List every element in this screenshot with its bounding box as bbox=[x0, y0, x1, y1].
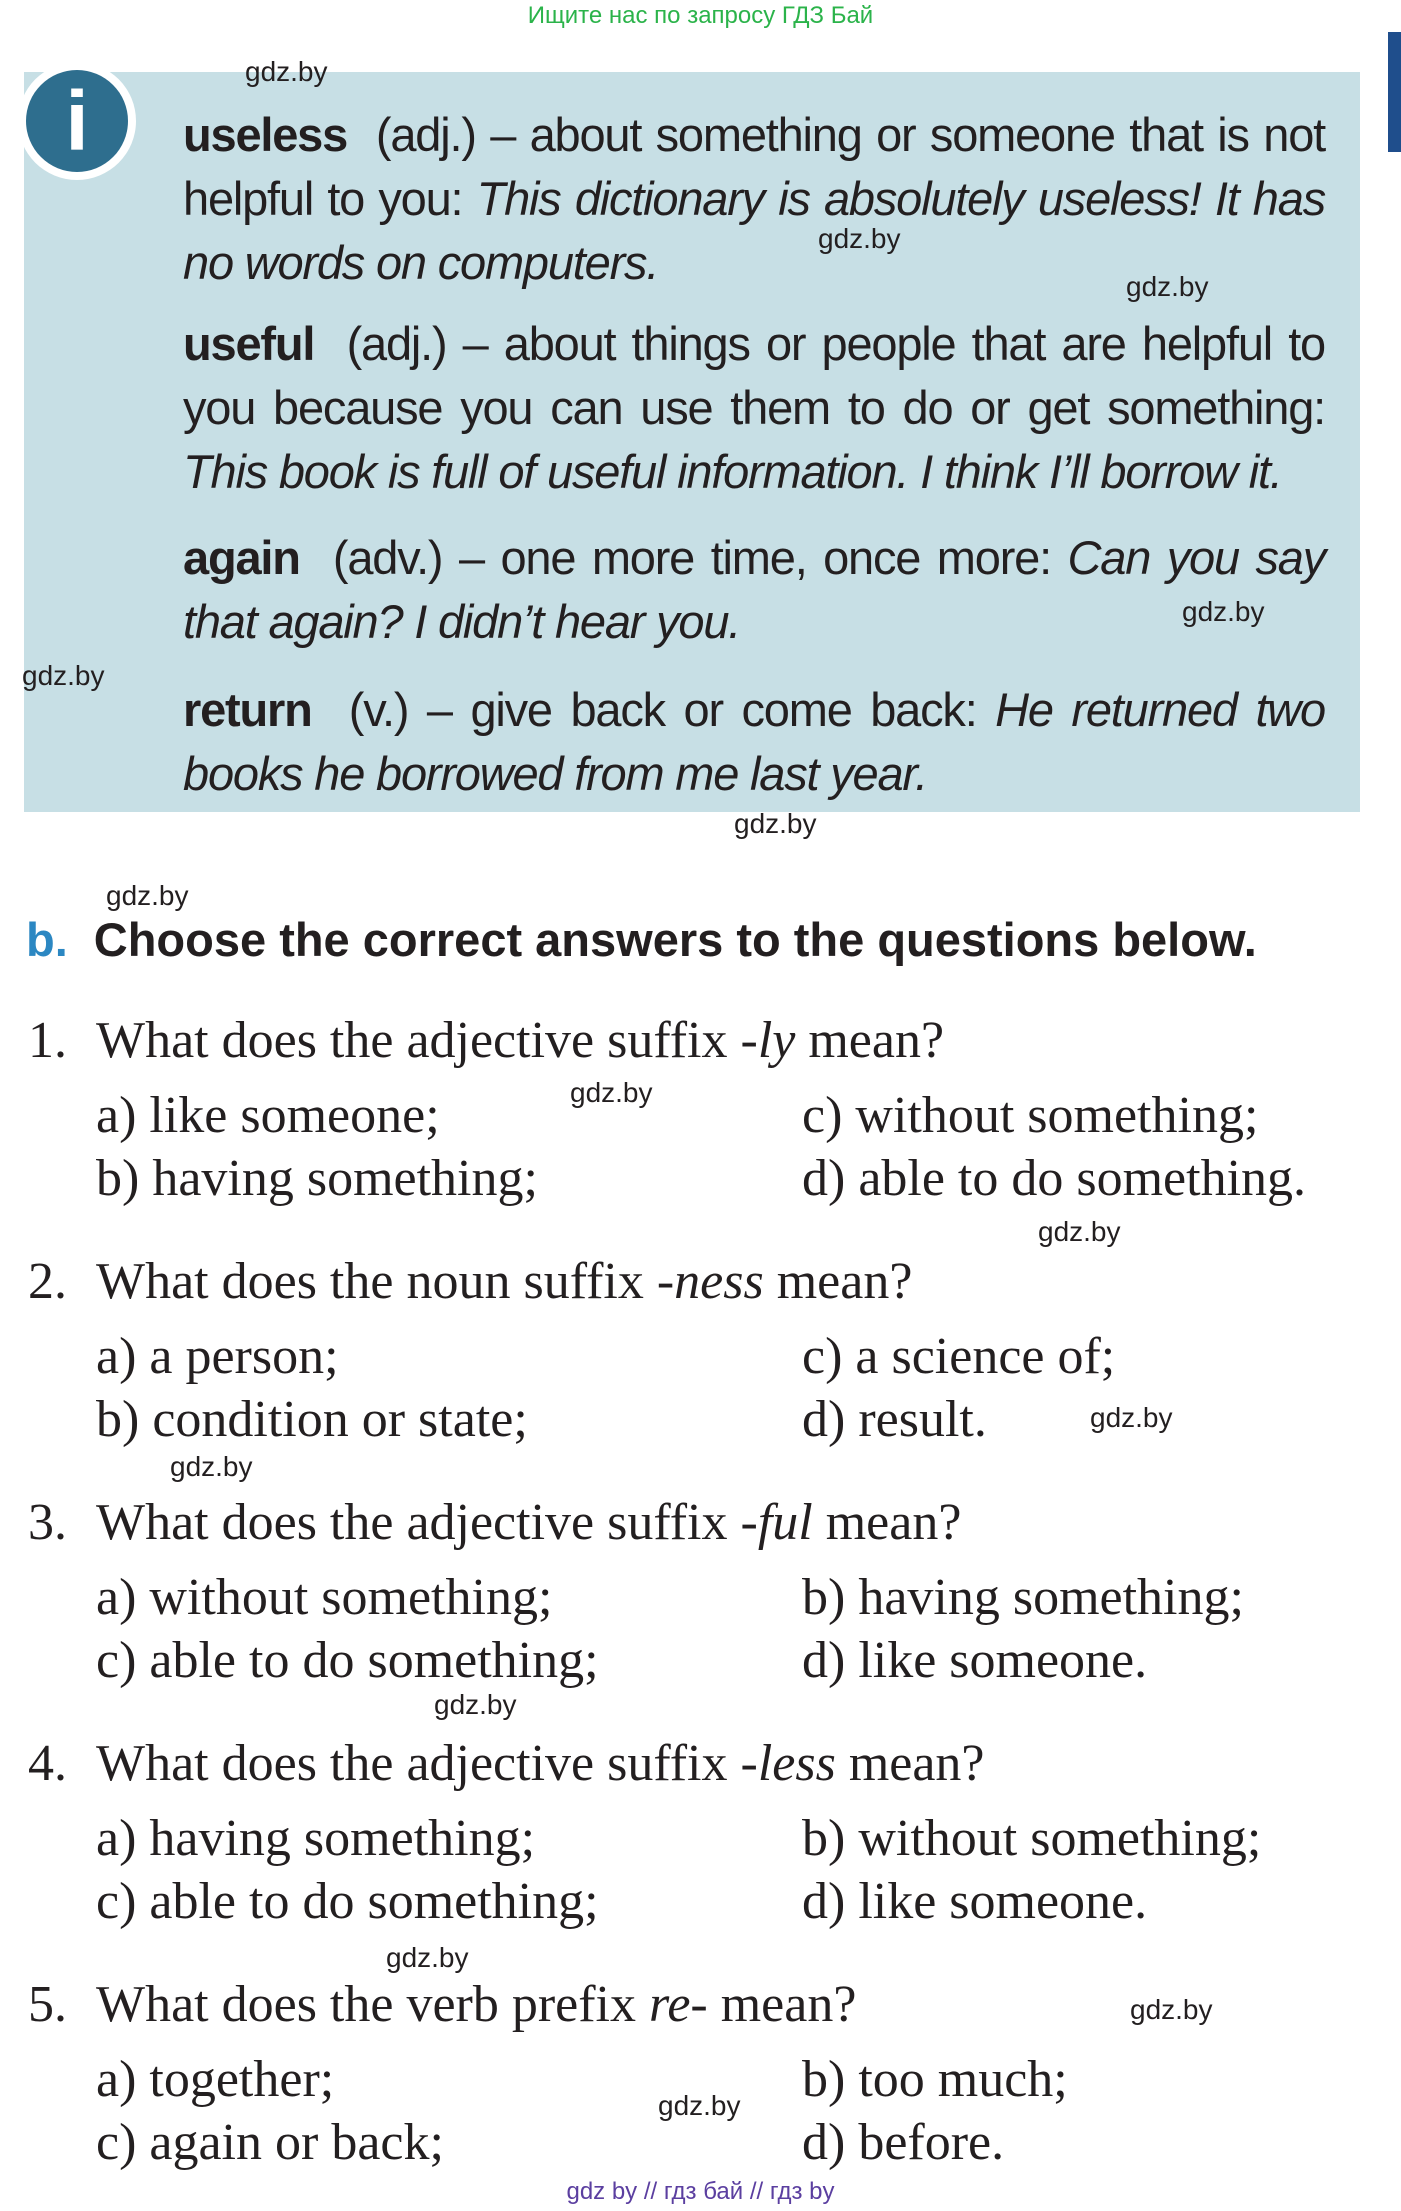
entry-definition: – about something or someone that is not helpful to you: bbox=[183, 108, 1325, 225]
watermark: gdz.by bbox=[106, 880, 189, 911]
entry-pos: (v.) bbox=[348, 683, 409, 736]
question-text: What does the noun suffix - bbox=[96, 1253, 675, 1310]
entry-example: This dictionary is absolutely useless! It has no words on computers. bbox=[183, 172, 1325, 289]
option[interactable]: d) like someone. bbox=[802, 1632, 1148, 1689]
question-text: What does the adjective suffix - bbox=[96, 1012, 758, 1069]
entry-again bbox=[183, 526, 1325, 654]
section-letter: b. bbox=[26, 913, 68, 966]
question-number: 1. bbox=[28, 1012, 67, 1069]
watermark: gdz.by bbox=[818, 223, 901, 254]
watermark: gdz.by bbox=[658, 2090, 741, 2121]
watermark: gdz.by bbox=[386, 1942, 469, 1973]
question-1 bbox=[28, 1011, 944, 1070]
watermark: gdz.by bbox=[170, 1451, 253, 1482]
top-banner: Ищите нас по запросу ГДЗ Бай bbox=[527, 2, 874, 29]
option[interactable]: c) without something; bbox=[802, 1087, 1259, 1144]
footer-watermark: gdz by // гдз бай // гдз by bbox=[566, 2178, 835, 2205]
entry-example: Can you say that again? I didn’t hear you. bbox=[183, 531, 1326, 648]
option[interactable]: d) like someone. bbox=[802, 1873, 1148, 1930]
watermark: gdz.by bbox=[1126, 271, 1209, 302]
info-icon: i bbox=[26, 70, 128, 172]
question-text: What does the verb prefix bbox=[96, 1976, 650, 2033]
option[interactable]: a) without something; bbox=[96, 1569, 553, 1626]
option[interactable]: a) a person; bbox=[96, 1328, 339, 1385]
entry-example: This book is full of useful information. I think I’ll borrow it. bbox=[183, 445, 1282, 498]
section-title: Choose the correct answers to the questions below. bbox=[93, 913, 1257, 966]
watermark: gdz.by bbox=[570, 1077, 653, 1108]
option[interactable]: a) like someone; bbox=[96, 1087, 440, 1144]
entry-return bbox=[183, 678, 1325, 806]
question-text-end: mean? bbox=[812, 1494, 962, 1551]
question-text-end: mean? bbox=[763, 1253, 913, 1310]
option[interactable]: c) able to do something; bbox=[96, 1632, 599, 1689]
option[interactable]: b) having something; bbox=[96, 1150, 538, 1207]
question-5 bbox=[28, 1975, 856, 2034]
question-text-end: mean? bbox=[835, 1735, 985, 1792]
question-text-end: mean? bbox=[707, 1976, 857, 2033]
question-affix: re- bbox=[649, 1976, 708, 2033]
option[interactable]: b) having something; bbox=[802, 1569, 1244, 1626]
question-affix: ly bbox=[757, 1012, 796, 1069]
option[interactable]: a) having something; bbox=[96, 1810, 536, 1867]
section-heading bbox=[26, 912, 1257, 967]
watermark: gdz.by bbox=[1182, 596, 1265, 627]
option[interactable]: d) able to do something. bbox=[802, 1150, 1307, 1207]
entry-definition: – one more time, once more: bbox=[442, 531, 1068, 584]
question-text: What does the adjective suffix - bbox=[96, 1735, 758, 1792]
entry-pos: (adj.) bbox=[375, 108, 476, 161]
question-number: 5. bbox=[28, 1976, 67, 2033]
question-number: 2. bbox=[28, 1253, 67, 1310]
option[interactable]: c) able to do something; bbox=[96, 1873, 599, 1930]
question-affix: ful bbox=[757, 1494, 813, 1551]
question-4 bbox=[28, 1734, 985, 1793]
option[interactable]: c) a science of; bbox=[802, 1328, 1116, 1385]
entry-word: useless bbox=[183, 108, 348, 161]
option[interactable]: a) together; bbox=[96, 2051, 335, 2108]
question-affix: ness bbox=[674, 1253, 764, 1310]
entry-example: He returned two books he borrowed from me last year. bbox=[183, 683, 1325, 800]
option[interactable]: c) again or back; bbox=[96, 2114, 444, 2171]
option[interactable]: b) without something; bbox=[802, 1810, 1262, 1867]
watermark: gdz.by bbox=[1090, 1402, 1173, 1433]
watermark: gdz.by bbox=[22, 660, 105, 691]
entry-word: useful bbox=[183, 317, 315, 370]
watermark: gdz.by bbox=[434, 1689, 517, 1720]
entry-useful bbox=[183, 312, 1325, 504]
question-text-end: mean? bbox=[795, 1012, 945, 1069]
entry-definition: – give back or come back: bbox=[408, 683, 996, 736]
option[interactable]: d) result. bbox=[802, 1391, 987, 1448]
entry-word: return bbox=[183, 683, 312, 736]
watermark: gdz.by bbox=[734, 808, 817, 839]
question-number: 4. bbox=[28, 1735, 67, 1792]
option[interactable]: d) before. bbox=[802, 2114, 1005, 2171]
entry-word: again bbox=[183, 531, 300, 584]
option[interactable]: b) too much; bbox=[802, 2051, 1068, 2108]
question-number: 3. bbox=[28, 1494, 67, 1551]
entry-pos: (adj.) bbox=[346, 317, 447, 370]
entry-useless bbox=[183, 103, 1325, 295]
entry-definition: – about things or people that are helpful to you because you can use them to do or get something: bbox=[183, 317, 1325, 434]
watermark: gdz.by bbox=[1038, 1216, 1121, 1247]
option[interactable]: b) condition or state; bbox=[96, 1391, 528, 1448]
entry-pos: (adv.) bbox=[332, 531, 443, 584]
question-2 bbox=[28, 1252, 912, 1311]
page-edge-marker bbox=[1388, 32, 1401, 152]
watermark: gdz.by bbox=[1130, 1994, 1213, 2025]
question-affix: less bbox=[757, 1735, 836, 1792]
watermark: gdz.by bbox=[245, 56, 328, 87]
question-text: What does the adjective suffix - bbox=[96, 1494, 758, 1551]
question-3 bbox=[28, 1493, 961, 1552]
